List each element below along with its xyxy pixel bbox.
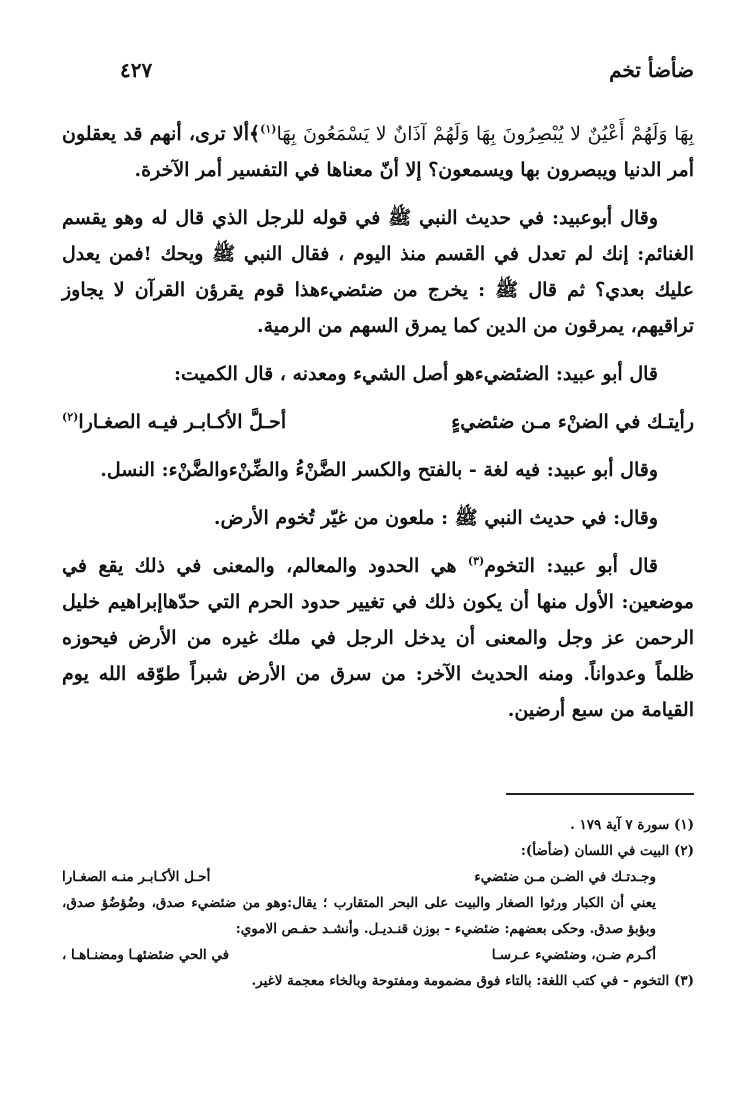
footnote-ref-2: (٢)	[62, 410, 79, 424]
paragraph-language-note: وقال أبو عبيد: فيه لغة - بالفتح والكسر الضَّنْءُ والضِّنْءوالضَّنْء: النسل.	[100, 459, 658, 481]
footnote-divider	[506, 793, 694, 795]
footnote-3: (٣) التخوم - في كتب اللغة: بالتاء فوق مضمومة ومفتوحة وبالخاء معجمة لاغير.	[251, 973, 694, 989]
footnote-1: (١) سورة ٧ آية ١٧٩ .	[570, 817, 694, 833]
footnote-2-text: يعني أن الكبار ورثوا الصغار والبيت على البحر المتقارب ؛ يقال:وهو من ضئضيء صدق، وضُؤضُؤ صدق، وبؤبؤ صدق. وحكى بعضهم: ضئضيء - بوزن قنـديـل. وأنشـد حفـص الاموي:	[62, 895, 656, 937]
footnote-ref-1: (١)	[260, 122, 277, 136]
paragraph-text: ﴾ألا ترى، أنهم قد يعقلون أمر الدنيا ويبصرون بها ويسمعون؟ إلا أنّ معناها في التفسير أمر الآخرة.	[62, 123, 694, 181]
footnote-ref-3: (٣)	[467, 554, 485, 568]
footnote-verse2-first: أكـرم ضـن، وضئضيء عـرسـا	[491, 947, 656, 963]
verse-second-hemistich	[62, 404, 286, 440]
paragraph-hadith-2: وقال: في حديث النبي ﷺ : ملعون من غيّر تُخوم الأرض.	[213, 507, 658, 529]
paragraph-quran-commentary	[62, 116, 694, 188]
paragraph-text: هي الحدود والمعالم، والمعنى في ذلك يقع في موضعين: الأول منها أن يكون ذلك في تغيير حدود الحرم التي حدّهاإبراهيم خليل الرحمن عز وجل والمعنى أن يدخل الرجل في ملك غيره من الأرض فيحوزه ظلماً وعدواناً. ومنه الحديث الآخر: من سرق من الأرض شبراً طوّقه الله يوم القيامة من سبع أرضين.	[62, 555, 694, 721]
footnote-verse2-second: في الحي ضئضئهـا ومضنـاهـا ،	[62, 947, 230, 963]
footnotes	[62, 812, 694, 994]
running-title: ضأضأ تخم	[609, 58, 694, 82]
footnote-verse-first: وجـدتـك في الضـن مـن ضئضيء	[474, 869, 656, 885]
verse-second-text: أحـلَّ الأكـابـر فيـه الصغـارا	[78, 411, 287, 433]
poem-verse	[62, 404, 694, 442]
main-text	[62, 116, 694, 740]
quran-quote: بِهَا وَلَهُمْ أَعْيُنٌ لا يُبْصِرُونَ بِهَا وَلَهُمْ آذَانٌ لا يَسْمَعُونَ بِهَا	[276, 123, 694, 145]
paragraph-definition: قال أبو عبيد: الضئضيءهو أصل الشيء ومعدنه ، قال الكميت:	[173, 363, 658, 385]
page-header	[120, 58, 694, 90]
footnote-2-verse-2	[62, 942, 694, 968]
paragraph-hadith: وقال أبوعبيد: في حديث النبي ﷺ في قوله للرجل الذي قال له وهو يقسم الغنائم: إنك لم تعدل في القسم منذ اليوم ، فقال النبي ﷺ ويحك !فمن يعدل عليك بعدي؟ ثم قال ﷺ : يخرج من ضئضيءهذا قوم يقرؤن القرآن لا يجاوز تراقيهم، يمرقون من الدين كما يمرق السهم من الرمية.	[62, 207, 694, 337]
footnote-2-verse	[62, 864, 694, 890]
verse-first-hemistich: رأيتـك في الضنْء مـن ضئضيءٍ	[451, 411, 694, 433]
page-number: ٤٢٧	[120, 58, 153, 82]
footnote-verse-second: أحـل الأكـابـر منـه الصغـارا	[62, 869, 211, 885]
paragraph-tukhum	[62, 548, 694, 728]
footnote-2-head: (٢) البيت في اللسان (ضأضأ):	[520, 843, 694, 859]
paragraph-lead: قال أبو عبيد: التخوم	[484, 555, 658, 577]
